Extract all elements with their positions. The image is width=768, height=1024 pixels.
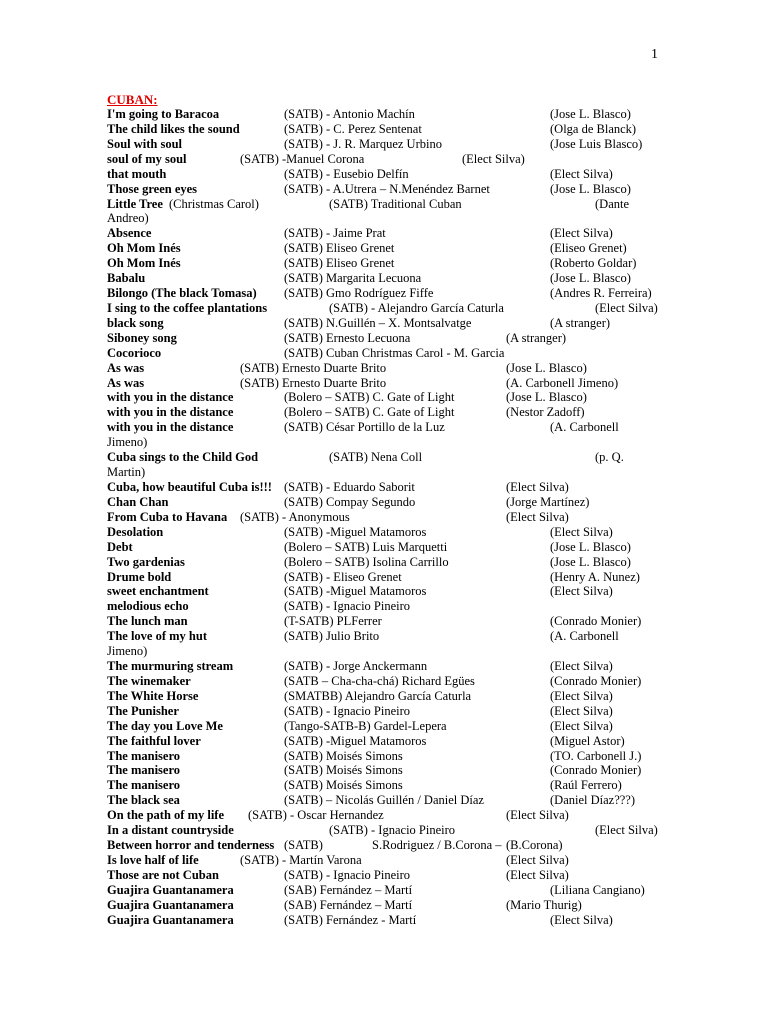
arranger-credit: (Elect Silva) (550, 659, 613, 674)
song-entry (107, 525, 667, 540)
song-title: Between horror and tenderness (107, 838, 275, 853)
song-entry (107, 674, 667, 689)
arranger-credit: (Jose L. Blasco) (550, 554, 631, 569)
arrangement: (SMATBB) Alejandro García Caturla (284, 688, 472, 703)
arranger-credit: (Elect Silva) (506, 480, 569, 494)
song-entry (107, 376, 667, 391)
song-title: The child likes the sound (107, 121, 240, 136)
song-title: Those green eyes (107, 181, 198, 196)
arranger-credit: (Elect Silva) (550, 703, 613, 718)
arrangement: (SAB) Fernández – Martí (284, 882, 413, 897)
song-title: with you in the distance (107, 390, 234, 405)
arranger-credit: (Miguel Astor) (550, 733, 625, 748)
song-entry (107, 763, 667, 778)
arranger-credit: (Jose L. Blasco) (550, 107, 631, 121)
song-entry (107, 793, 667, 808)
arrangement: (SATB) - Martín Varona (240, 853, 362, 867)
arranger-credit: (Jose L. Blasco) (550, 271, 631, 286)
song-title: Debt (107, 539, 133, 554)
arranger-credit: (Liliana Cangiano) (550, 882, 645, 897)
song-entry (107, 659, 667, 674)
continuation-text: Martin) (107, 465, 146, 480)
song-entry (107, 584, 667, 599)
arrangement: (Bolero – SATB) C. Gate of Light (284, 405, 455, 420)
arranger-credit: (Elect Silva) (506, 808, 569, 823)
arranger-credit: (Elect Silva) (595, 300, 658, 315)
song-title: Bilongo (The black Tomasa) (107, 286, 257, 301)
song-entry (107, 555, 667, 570)
song-entry (107, 450, 667, 465)
song-entry (107, 137, 667, 152)
arrangement: (SATB) Ernesto Lecuona (284, 330, 411, 345)
arranger-credit: (Roberto Goldar) (550, 256, 637, 271)
arranger-credit: (Raúl Ferrero) (550, 778, 622, 793)
arranger-credit: (Daniel Díaz???) (550, 793, 636, 808)
arrangement: (SATB) Moisés Simons (284, 748, 403, 763)
song-entry (107, 913, 667, 928)
song-title: black song (107, 315, 164, 330)
arrangement: (SATB) Ernesto Duarte Brito (240, 375, 387, 390)
song-entry (107, 286, 667, 301)
song-title: soul of my soul (107, 151, 187, 166)
entry-continuation (107, 435, 667, 450)
arranger-credit: (Jose L. Blasco) (550, 181, 631, 196)
song-title: Guajira Guantanamera (107, 882, 234, 897)
section-heading: CUBAN: (107, 92, 158, 107)
song-title: The love of my hut (107, 629, 207, 644)
song-title: From Cuba to Havana (107, 509, 228, 524)
page-number: 1 (651, 47, 658, 62)
song-title: In a distant countryside (107, 823, 234, 838)
arrangement: (Bolero – SATB) Isolina Carrillo (284, 554, 449, 569)
arrangement: (SAB) Fernández – Martí (284, 897, 413, 912)
song-title: I sing to the coffee plantations (107, 300, 268, 315)
song-entry (107, 331, 667, 346)
song-entry (107, 122, 667, 137)
arranger-credit: (A stranger) (506, 330, 567, 345)
arrangement: (SATB) César Portillo de la Luz (284, 420, 445, 435)
song-title: Siboney song (107, 330, 177, 345)
arrangement: (SATB) Moisés Simons (284, 778, 403, 793)
song-entry (107, 107, 667, 122)
song-entry (107, 256, 667, 271)
arrangement: (SATB) Fernández - Martí (284, 912, 417, 927)
arrangement: (SATB) Moisés Simons (284, 763, 403, 778)
arrangement: (SATB) - Eusebio Delfín (284, 166, 409, 181)
arranger-credit: (Jose L. Blasco) (506, 360, 587, 375)
song-entry (107, 301, 667, 316)
song-title: The manisero (107, 778, 181, 793)
song-title: Soul with soul (107, 136, 183, 151)
arrangement: (Bolero – SATB) Luis Marquetti (284, 539, 448, 554)
arranger-credit: (Elect Silva) (550, 584, 613, 599)
song-title: As was (107, 360, 145, 375)
song-entry (107, 734, 667, 749)
arrangement: (SATB) Traditional Cuban (329, 196, 462, 211)
song-title: Guajira Guantanamera (107, 912, 234, 927)
song-title: Cocorioco (107, 345, 162, 360)
arrangement: (SATB) - Alejandro García Caturla (329, 300, 504, 315)
arrangement: (SATB) Margarita Lecuona (284, 271, 422, 286)
title-note: (Christmas Carol) (169, 196, 259, 211)
song-title: Absence (107, 226, 152, 241)
arrangement: (SATB) Eliseo Grenet (284, 256, 395, 271)
entry-continuation (107, 465, 667, 480)
arranger-credit: (Conrado Monier) (550, 614, 642, 629)
arranger-credit: (Nestor Zadoff) (506, 405, 585, 420)
song-entry (107, 495, 667, 510)
song-entry (107, 719, 667, 734)
song-title: The White Horse (107, 688, 199, 703)
arranger-credit: (Elect Silva) (506, 853, 569, 867)
arrangement: (SATB) - A.Utrera – N.Menéndez Barnet (284, 181, 490, 196)
song-title: I'm going to Baracoa (107, 107, 220, 121)
song-entry (107, 167, 667, 182)
song-title: Two gardenias (107, 554, 185, 569)
arrangement: (SATB) (284, 838, 323, 853)
arrangement: (SATB) - Eliseo Grenet (284, 569, 402, 584)
arrangement: (SATB) - Oscar Hernandez (248, 808, 384, 823)
song-title: The black sea (107, 793, 180, 808)
arranger-credit: (Elect Silva) (550, 166, 613, 181)
song-title: Babalu (107, 271, 146, 286)
song-title: The Punisher (107, 703, 179, 718)
arranger-credit: (Elect Silva) (506, 867, 569, 882)
arrangement: (SATB) - Ignacio Pineiro (284, 867, 411, 882)
song-title: Those are not Cuban (107, 867, 219, 882)
song-entry (107, 420, 667, 435)
arrangement: (SATB) Nena Coll (329, 450, 423, 465)
arranger-credit: (Henry A. Nunez) (550, 569, 640, 584)
arrangement: (SATB) -Miguel Matamoros (284, 584, 427, 599)
entry-continuation (107, 644, 667, 659)
arrangement: (SATB) Julio Brito (284, 629, 380, 644)
arrangement-composers: S.Rodriguez / B.Corona – (372, 838, 502, 853)
arranger-credit: (Elect Silva) (506, 509, 569, 524)
arrangement: (SATB) -Miguel Matamoros (284, 733, 427, 748)
arrangement: (SATB) - Ignacio Pineiro (284, 703, 411, 718)
continuation-text: Andreo) (107, 211, 149, 226)
song-title: The day you Love Me (107, 718, 223, 733)
song-title: Is love half of life (107, 853, 199, 867)
arrangement: (SATB) N.Guillén – X. Montsalvatge (284, 315, 472, 330)
arranger-credit: (B.Corona) (506, 838, 563, 853)
arranger-credit: (TO. Carbonell J.) (550, 748, 642, 763)
song-entry (107, 853, 667, 868)
arranger-credit: (Conrado Monier) (550, 673, 642, 688)
arrangement: (SATB) - Ignacio Pineiro (329, 823, 456, 838)
song-entry (107, 778, 667, 793)
arranger-credit: (Jose L. Blasco) (550, 539, 631, 554)
song-entry (107, 689, 667, 704)
arrangement: (SATB) Cuban Christmas Carol - M. Garcia (284, 345, 505, 360)
song-entry (107, 405, 667, 420)
arranger-credit: (Olga de Blanck) (550, 121, 637, 136)
arranger-credit: (A. Carbonell (550, 629, 619, 644)
arranger-credit: (A stranger) (550, 315, 611, 330)
song-entry (107, 226, 667, 241)
song-entry (107, 599, 667, 614)
song-entry (107, 241, 667, 256)
song-entry (107, 182, 667, 197)
song-entry (107, 510, 667, 525)
song-entry (107, 361, 667, 376)
song-title: Cuba, how beautiful Cuba is!!! (107, 480, 272, 494)
song-title: As was (107, 375, 145, 390)
song-title: with you in the distance (107, 405, 234, 420)
arranger-credit: (Elect Silva) (550, 226, 613, 241)
arrangement: (SATB) - J. R. Marquez Urbino (284, 136, 442, 151)
song-title: The lunch man (107, 614, 188, 629)
arrangement: (SATB) Compay Segundo (284, 494, 416, 509)
arrangement: (Tango-SATB-B) Gardel-Lepera (284, 718, 447, 733)
song-title: with you in the distance (107, 420, 234, 435)
arranger-credit: (Jorge Martínez) (506, 494, 590, 509)
song-entry (107, 629, 667, 644)
song-title: sweet enchantment (107, 584, 209, 599)
arranger-credit: (Elect Silva) (550, 688, 613, 703)
arrangement: (SATB – Cha-cha-chá) Richard Egües (284, 673, 475, 688)
song-entry (107, 271, 667, 286)
arranger-credit: (Elect Silva) (462, 151, 525, 166)
song-title: On the path of my life (107, 808, 225, 823)
arrangement: (SATB) - Jaime Prat (284, 226, 386, 241)
arranger-credit: (Dante (595, 196, 630, 211)
song-title: that mouth (107, 166, 167, 181)
song-entry (107, 480, 667, 495)
arranger-credit: (Eliseo Grenet) (550, 241, 627, 256)
arrangement: (SATB) - Antonio Machín (284, 107, 415, 121)
song-entry (107, 346, 667, 361)
song-entry (107, 570, 667, 585)
arranger-credit: (Andres R. Ferreira) (550, 286, 652, 301)
song-title: Guajira Guantanamera (107, 897, 234, 912)
song-title: The murmuring stream (107, 659, 234, 674)
song-title: Oh Mom Inés (107, 256, 181, 271)
song-title: The manisero (107, 763, 181, 778)
arranger-credit: (Conrado Monier) (550, 763, 642, 778)
song-entry (107, 152, 667, 167)
arrangement: (SATB) -Miguel Matamoros (284, 524, 427, 539)
song-title: The winemaker (107, 673, 191, 688)
song-title: Cuba sings to the Child God (107, 450, 259, 465)
song-entry (107, 823, 667, 838)
arranger-credit: (Elect Silva) (550, 524, 613, 539)
song-entry (107, 390, 667, 405)
arranger-credit: (Elect Silva) (550, 718, 613, 733)
arrangement: (SATB) - Anonymous (240, 509, 350, 524)
song-title: Little Tree (107, 196, 163, 211)
arrangement: (SATB) Ernesto Duarte Brito (240, 360, 387, 375)
continuation-text: Jimeno) (107, 644, 148, 659)
song-entry (107, 838, 667, 853)
arranger-credit: (A. Carbonell (550, 420, 619, 435)
arrangement: (SATB) - C. Perez Sentenat (284, 121, 422, 136)
song-entry (107, 197, 667, 212)
song-entry (107, 540, 667, 555)
arrangement: (SATB) - Eduardo Saborit (284, 480, 415, 494)
arranger-credit: (Elect Silva) (550, 912, 613, 927)
arranger-credit: (A. Carbonell Jimeno) (506, 375, 619, 390)
arrangement: (SATB) -Manuel Corona (240, 151, 365, 166)
song-title: melodious echo (107, 599, 189, 614)
arrangement: (SATB) Eliseo Grenet (284, 241, 395, 256)
arrangement: (T-SATB) PLFerrer (284, 614, 382, 629)
song-entry (107, 868, 667, 883)
song-title: Drume bold (107, 569, 172, 584)
song-title: The manisero (107, 748, 181, 763)
arranger-credit: (Jose L. Blasco) (506, 390, 587, 405)
arranger-credit: (Jose Luis Blasco) (550, 136, 643, 151)
song-title: Chan Chan (107, 494, 169, 509)
arranger-credit: (Mario Thurig) (506, 897, 582, 912)
arrangement: (SATB) - Jorge Anckermann (284, 659, 428, 674)
arrangement: (Bolero – SATB) C. Gate of Light (284, 390, 455, 405)
song-entry (107, 614, 667, 629)
arrangement: (SATB) – Nicolás Guillén / Daniel Díaz (284, 793, 484, 808)
song-entry (107, 898, 667, 913)
song-entry (107, 883, 667, 898)
song-title: The faithful lover (107, 733, 201, 748)
arrangement: (SATB) - Ignacio Pineiro (284, 599, 411, 614)
continuation-text: Jimeno) (107, 435, 148, 450)
song-entry (107, 808, 667, 823)
arranger-credit: (Elect Silva) (595, 823, 658, 838)
song-title: Desolation (107, 524, 164, 539)
song-entry (107, 704, 667, 719)
arranger-credit: (p. Q. (595, 450, 624, 465)
song-title: Oh Mom Inés (107, 241, 181, 256)
song-entry (107, 749, 667, 764)
entry-continuation (107, 211, 667, 226)
song-entry (107, 316, 667, 331)
arrangement: (SATB) Gmo Rodríguez Fiffe (284, 286, 434, 301)
